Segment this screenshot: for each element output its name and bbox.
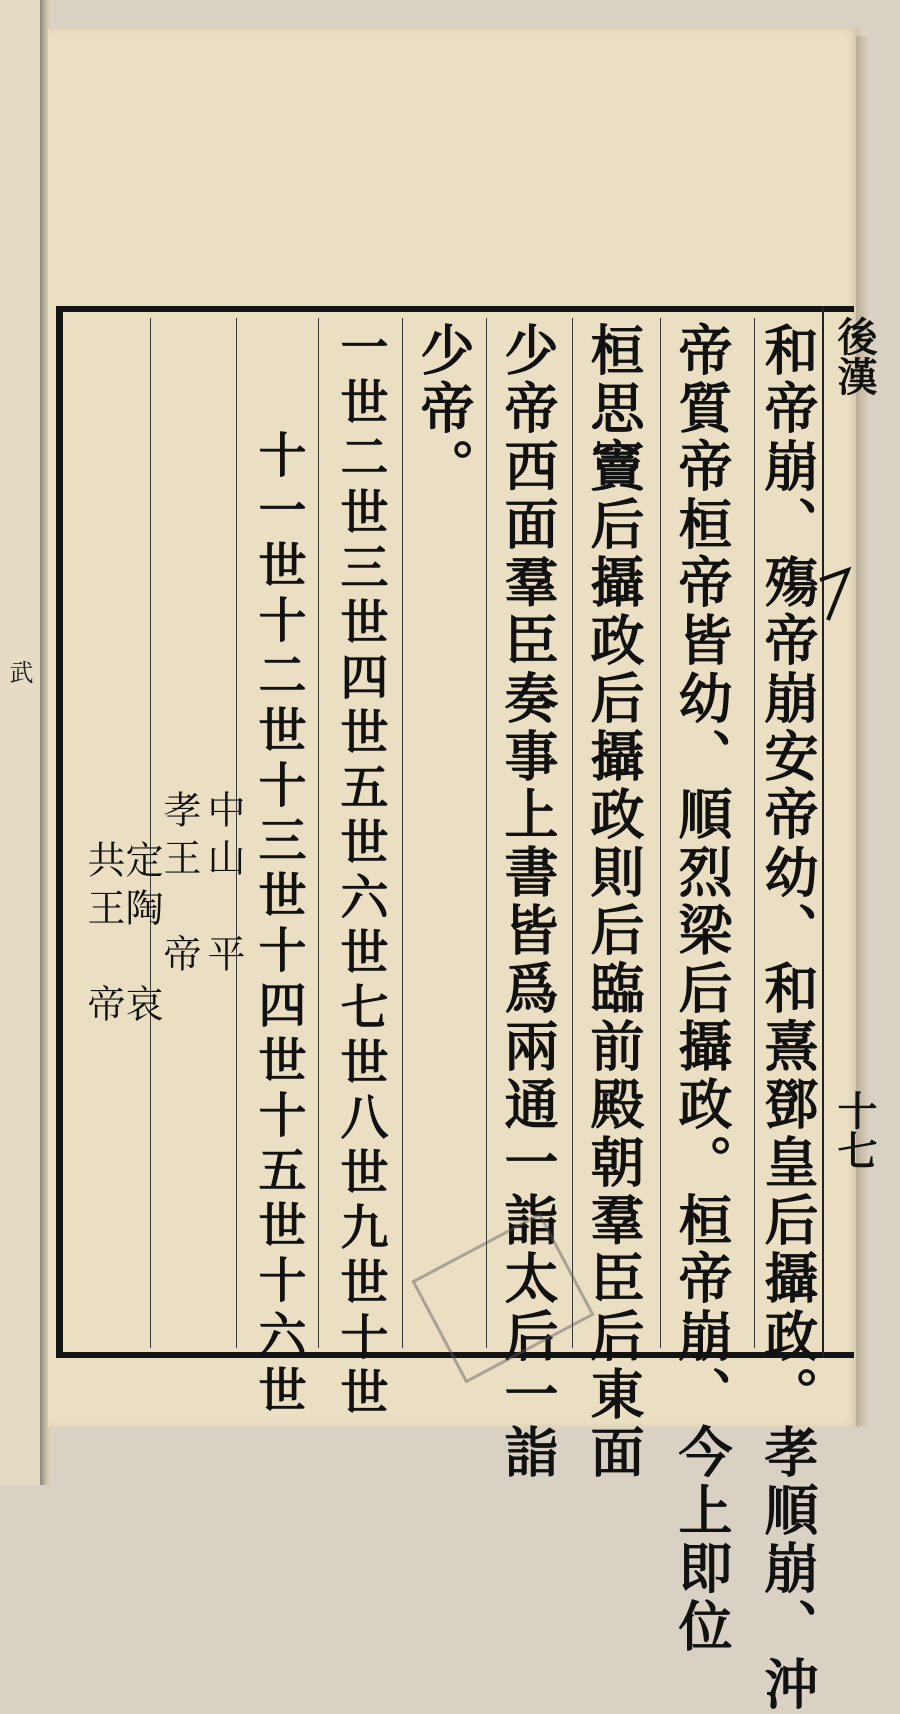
previous-page-col: 武 (5, 660, 33, 684)
note-column-dingtao: 定陶 哀 (119, 840, 163, 1032)
book-page (48, 28, 860, 1428)
text-column-3: 桓思竇后攝政后攝政則后臨前殿朝羣臣后東面 (582, 322, 646, 1482)
book-title-margin: 後漢 (831, 316, 878, 396)
page-edge (856, 36, 868, 1426)
note-column-xiaowang: 孝王 帝 (157, 790, 201, 982)
column-rule (402, 318, 403, 1348)
previous-page-edge (0, 0, 40, 1485)
column-rule (660, 318, 661, 1348)
centerfold-line (822, 306, 824, 1358)
text-column-2: 帝質帝桓帝皆幼、順烈梁后攝政。桓帝崩、今上即位 (670, 322, 734, 1656)
column-rule (754, 318, 755, 1348)
text-column-5: 少帝。 (412, 322, 476, 496)
fishtail-mark-icon (818, 560, 852, 640)
generation-column-1: 一世二世三世四世五世六世七世八世九世十世 (332, 322, 388, 1422)
text-column-4: 少帝西面羣臣奏事上書皆爲兩通一詣太后一詣 (496, 322, 560, 1482)
column-rule (150, 318, 151, 1348)
text-column-1: 和帝崩、殤帝崩安帝幼、和熹鄧皇后攝政。孝順崩、沖 (756, 322, 820, 1714)
column-rule (318, 318, 319, 1348)
generation-column-2: 十一世十二世十三世十四世十五世十六世 (250, 430, 306, 1420)
note-column-zhongshan: 中山 平 (201, 790, 245, 982)
frame-top-border (56, 306, 854, 312)
column-rule (572, 318, 573, 1348)
folio-number: 十七 (831, 1090, 878, 1170)
note-column-gongwang: 共王 帝 (81, 840, 125, 1032)
column-rule (486, 318, 487, 1348)
frame-left-border (56, 306, 63, 1358)
